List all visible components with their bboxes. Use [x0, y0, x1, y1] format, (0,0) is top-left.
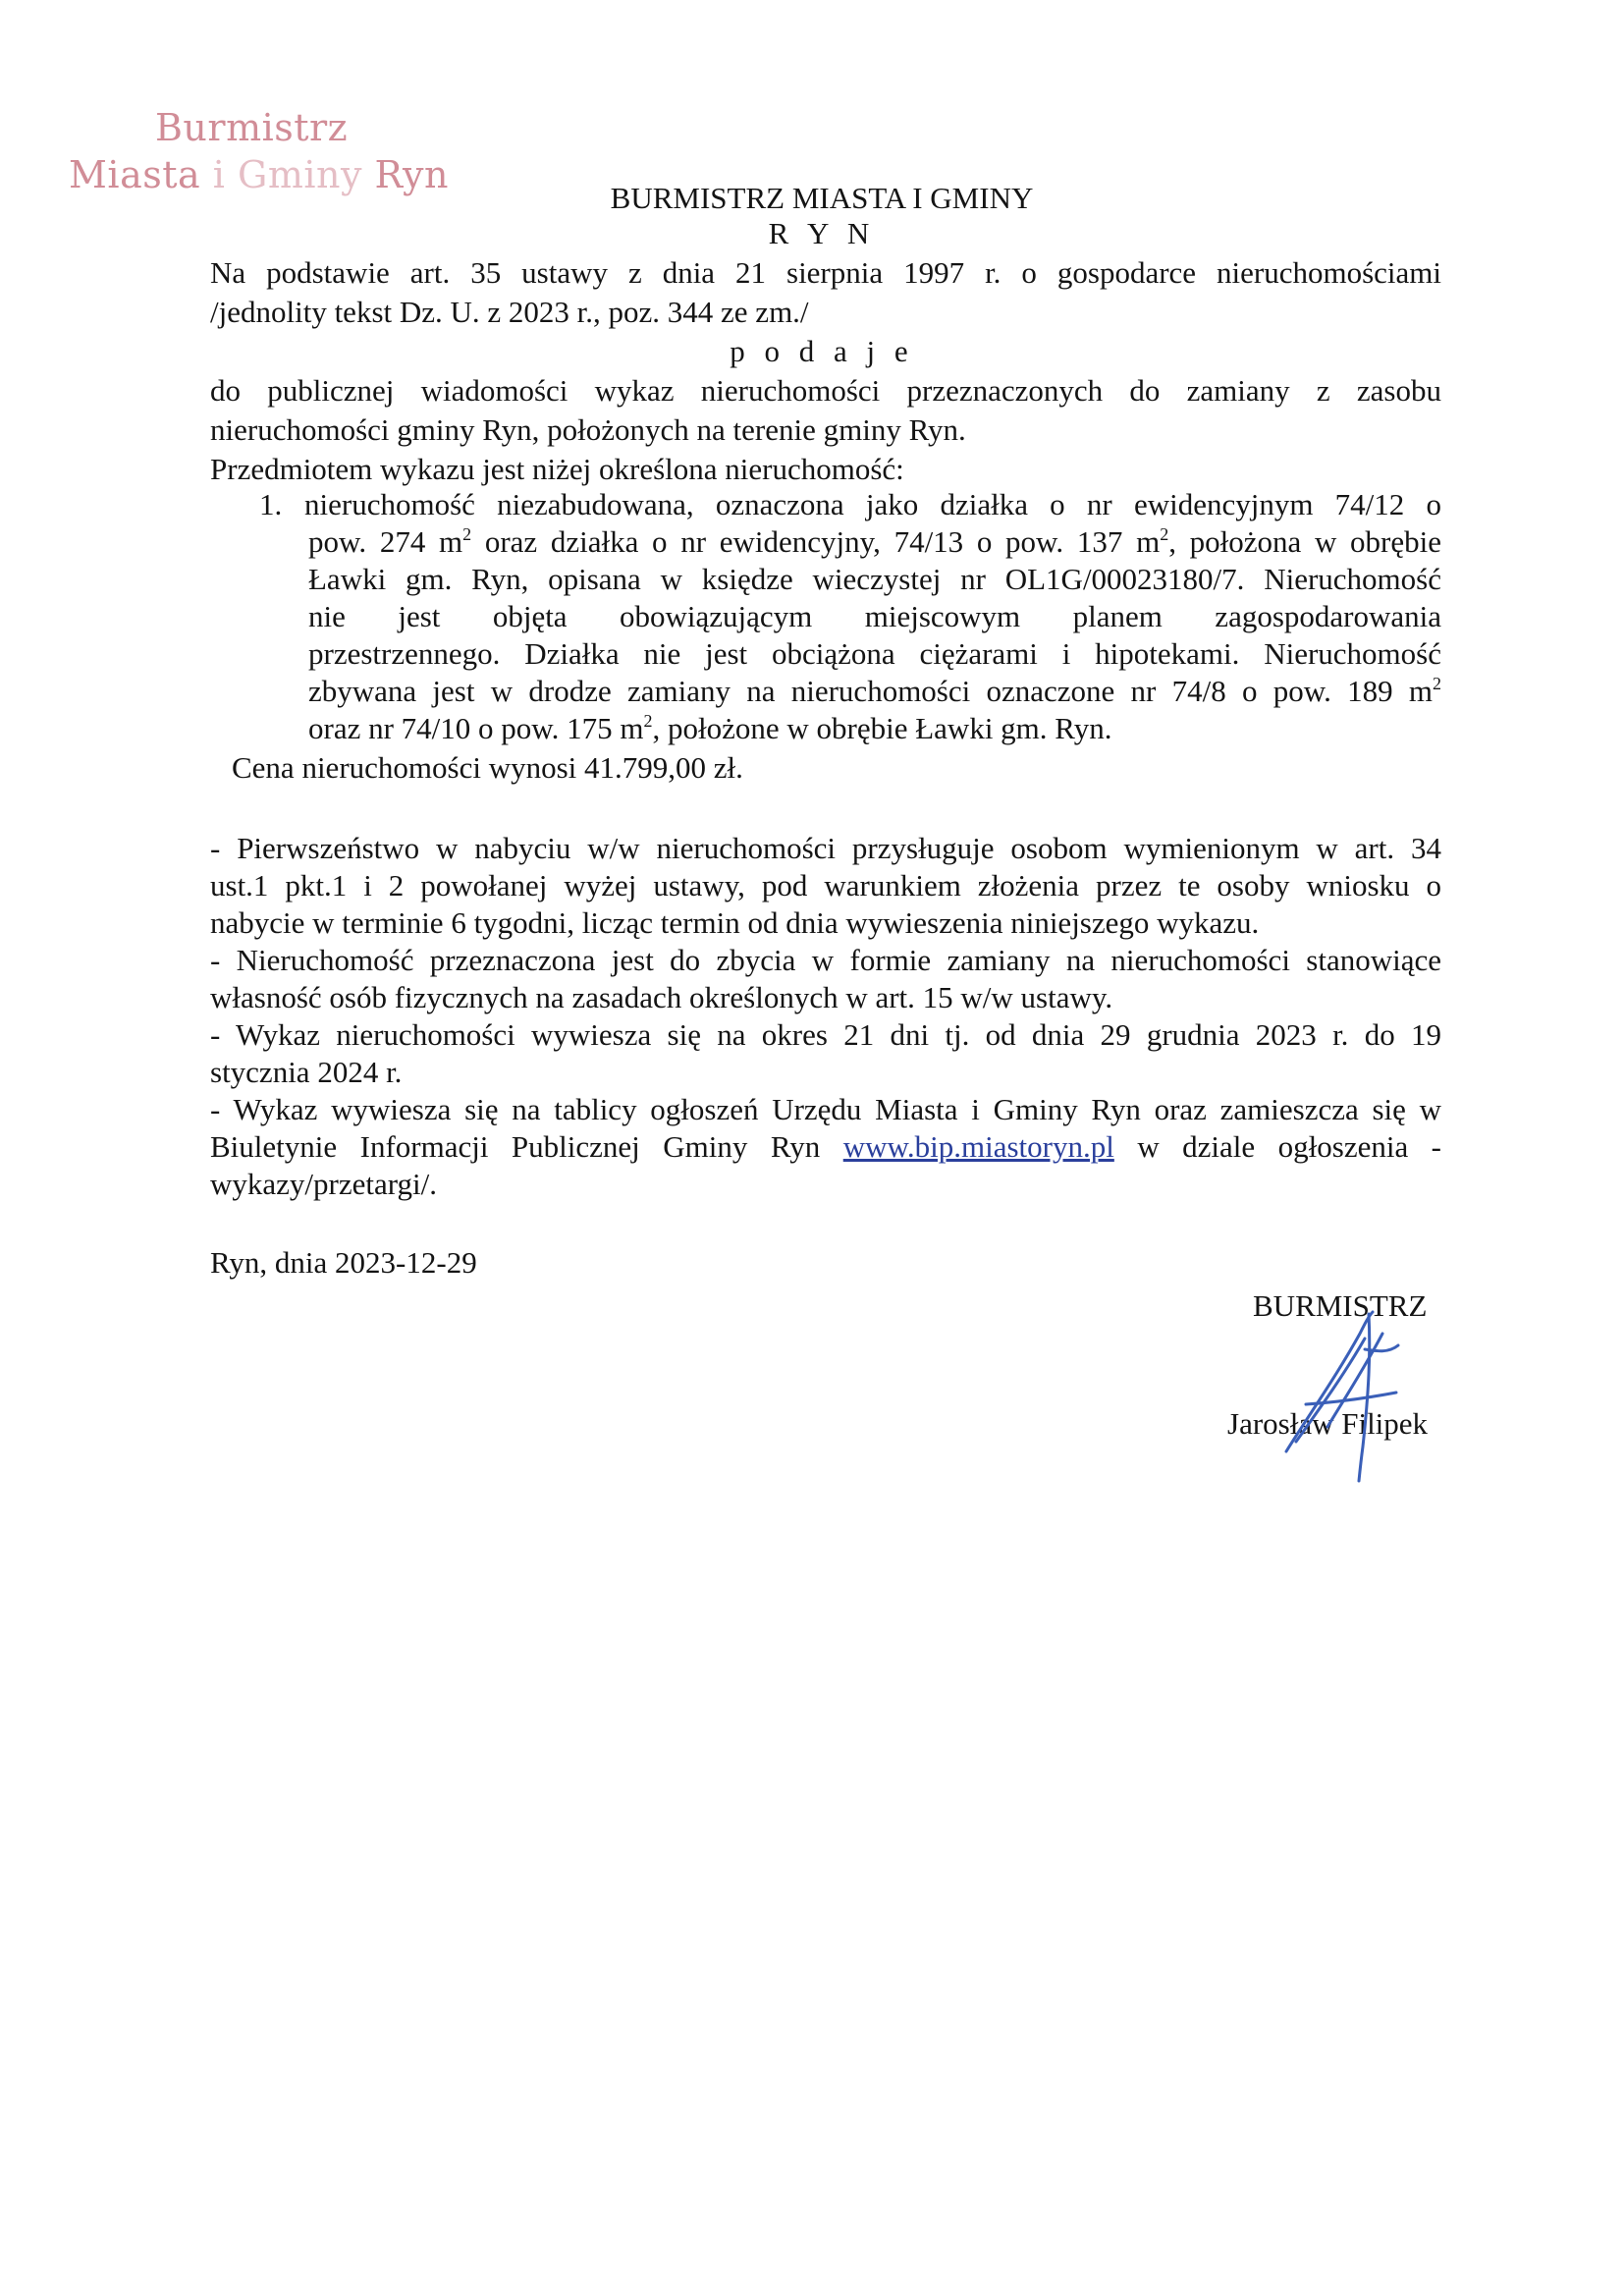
announce-line-2: nieruchomości gminy Ryn, położonych na terenie gminy Ryn.: [210, 412, 966, 447]
signatory-title: BURMISTRZ: [1253, 1288, 1428, 1323]
intro-line-2: /jednolity tekst Dz. U. z 2023 r., poz. 344 ze zm./: [210, 295, 809, 329]
intro-line-1: Na podstawie art. 35 ustawy z dnia 21 sierpnia 1997 r. o gospodarce nieruchomościami: [210, 255, 1441, 290]
superscript: 2: [643, 711, 653, 731]
item-line-7-b: , położone w obrębie Ławki gm. Ryn.: [652, 711, 1112, 745]
item-line-1: nieruchomość niezabudowana, oznaczona jako działka o nr ewidencyjnym 74/12 o: [304, 487, 1441, 521]
item-line-6: [308, 674, 1441, 709]
note-1-line-3: nabycie w terminie 6 tygodni, licząc termin od dnia wywieszenia niniejszego wykazu.: [210, 905, 1260, 940]
stamp-line-2-part-c: Ryn: [361, 153, 449, 196]
item-line-2-a: pow. 274 m: [308, 524, 463, 559]
note-3-line-2: stycznia 2024 r.: [210, 1055, 403, 1089]
document-title: BURMISTRZ MIASTA I GMINY: [610, 181, 1034, 215]
superscript: 2: [1160, 524, 1169, 544]
stamp-line-1: Burmistrz: [155, 106, 349, 149]
item-number: 1.: [259, 487, 283, 521]
item-line-6-a: zbywana jest w drodze zamiany na nieruchomości oznaczone nr 74/8 o pow. 189 m: [308, 674, 1433, 708]
note-4-line-2-a: Biuletynie Informacji Publicznej Gminy Ryn: [210, 1129, 843, 1164]
note-4-line-3: wykazy/przetargi/.: [210, 1167, 437, 1201]
podaje-heading: p o d a j e: [730, 334, 914, 368]
item-line-2-c: , położona w obrębie: [1168, 524, 1441, 559]
handwritten-signature: [1267, 1294, 1424, 1491]
announce-line-3: Przedmiotem wykazu jest niżej określona nieruchomość:: [210, 452, 904, 486]
bip-link[interactable]: www.bip.miastoryn.pl: [842, 1129, 1114, 1164]
signatory-name: Jarosław Filipek: [1227, 1406, 1429, 1441]
document-title-town: R Y N: [768, 216, 876, 250]
note-3-line-1: - Wykaz nieruchomości wywiesza się na okres 21 dni tj. od dnia 29 grudnia 2023 r. do 19: [210, 1017, 1441, 1052]
note-2-line-2: własność osób fizycznych na zasadach określonych w art. 15 w/w ustawy.: [210, 980, 1113, 1014]
note-2-line-1: - Nieruchomość przeznaczona jest do zbycia w formie zamiany na nieruchomości stanowiące: [210, 943, 1441, 977]
stamp-line-2-part-a: Miasta: [69, 153, 213, 196]
note-4-line-2-b: w dziale ogłoszenia -: [1113, 1129, 1441, 1164]
note-1-line-1: - Pierwszeństwo w nabyciu w/w nieruchomości przysługuje osobom wymienionym w art. 34: [210, 831, 1441, 865]
item-line-7: [308, 711, 1441, 746]
item-line-2-b: oraz działka o nr ewidencyjny, 74/13 o pow. 137 m: [471, 524, 1161, 559]
item-line-2: [308, 524, 1441, 560]
item-line-5: przestrzennego. Działka nie jest obciążona ciężarami i hipotekami. Nieruchomość: [308, 636, 1441, 671]
place-date: Ryn, dnia 2023-12-29: [210, 1245, 477, 1280]
note-4-line-1: - Wykaz wywiesza się na tablicy ogłoszeń Urzędu Miasta i Gminy Ryn oraz zamieszcza się w: [210, 1092, 1441, 1126]
stamp-line-2-part-b: i Gminy: [212, 153, 362, 196]
item-line-7-a: oraz nr 74/10 o pow. 175 m: [308, 711, 644, 745]
price-line: Cena nieruchomości wynosi 41.799,00 zł.: [232, 750, 743, 785]
superscript: 2: [1433, 674, 1441, 693]
item-line-3: Ławki gm. Ryn, opisana w księdze wieczystej nr OL1G/00023180/7. Nieruchomość: [308, 562, 1441, 596]
item-line-4: nie jest objęta obowiązującym miejscowym planem zagospodarowania: [308, 599, 1441, 633]
note-4-line-2: [210, 1129, 1441, 1165]
superscript: 2: [462, 524, 472, 544]
announce-line-1: do publicznej wiadomości wykaz nieruchomości przeznaczonych do zamiany z zasobu: [210, 373, 1441, 408]
note-1-line-2: ust.1 pkt.1 i 2 powołanej wyżej ustawy, pod warunkiem złożenia przez te osoby wniosku o: [210, 868, 1441, 902]
